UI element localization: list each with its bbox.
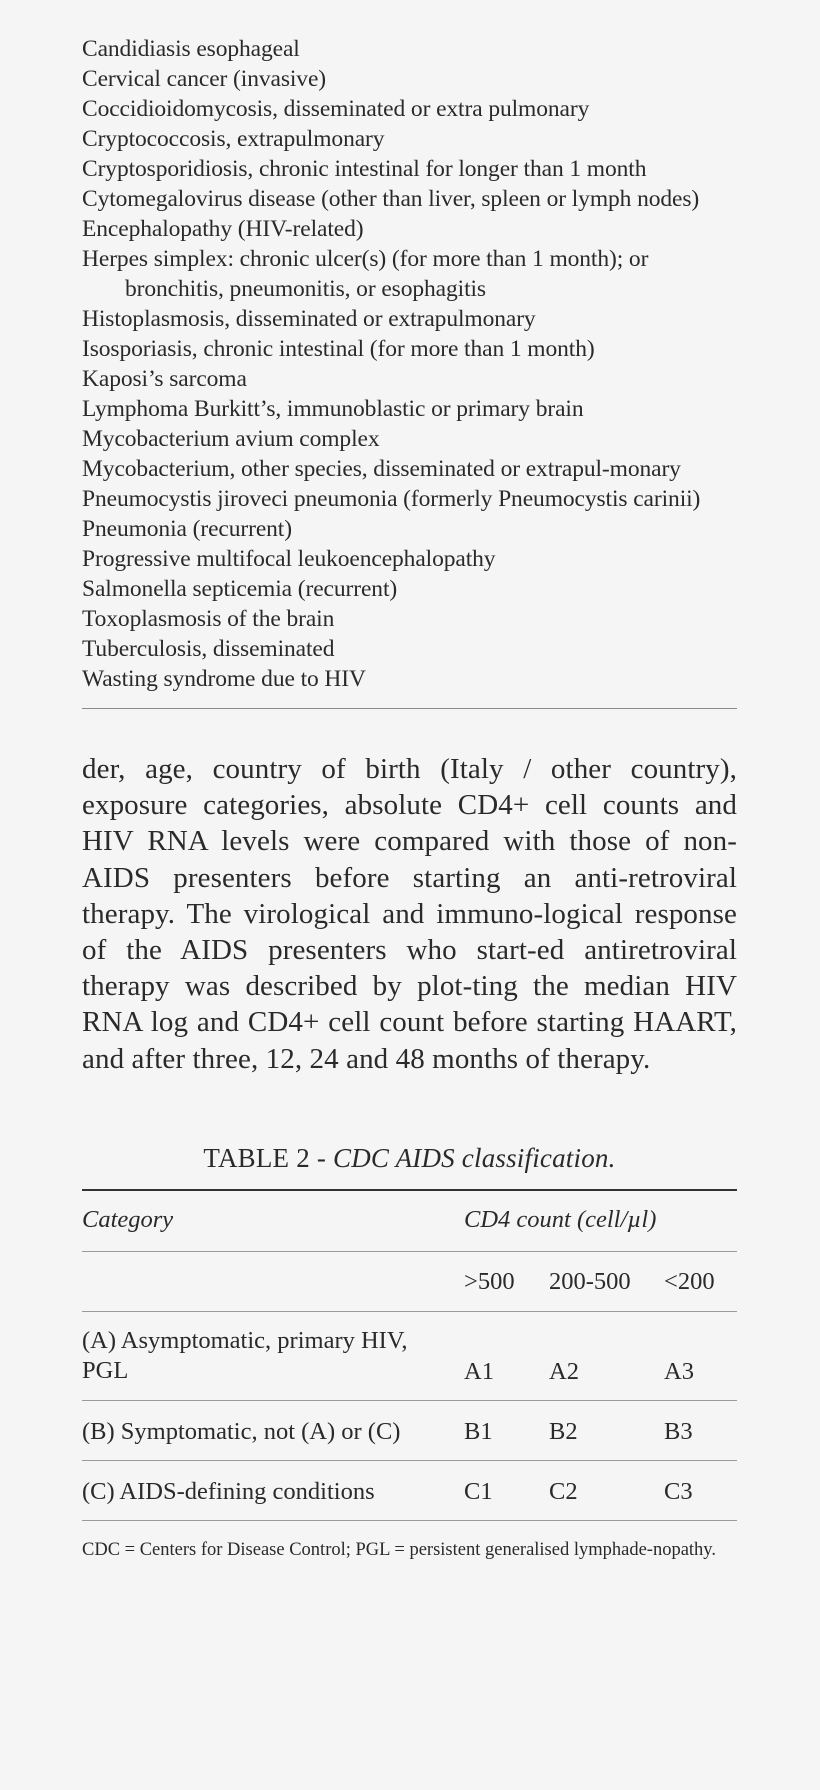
list-item: Encephalopathy (HIV-related): [82, 216, 364, 242]
list-item: Cryptosporidiosis, chronic intestinal for longer than 1 month: [82, 156, 647, 182]
body-paragraph: der, age, country of birth (Italy / other country), exposure categories, absolute CD4+ cell counts and HIV RNA levels were compared with those of non-AIDS presenters before starting an anti-retroviral therapy. The virological and immuno-logical response of the AIDS presenters who start-ed antiretroviral therapy was described by plot-ting the median HIV RNA log and CD4+ cell count before starting HAART, and after three, 12, 24 and 48 months of therapy.: [82, 753, 737, 1075]
subheader-cd4-mid: 200-500: [549, 1267, 631, 1295]
list-item: Cervical cancer (invasive): [82, 66, 327, 92]
table-row: [82, 1312, 737, 1401]
list-item: Kaposi’s sarcoma: [82, 366, 247, 392]
list-item: Progressive multifocal leukoencephalopathy: [82, 546, 496, 572]
table-caption-title: CDC AIDS classification.: [333, 1142, 616, 1173]
list-item: Cytomegalovirus disease (other than liver, spleen or lymph nodes): [82, 186, 700, 212]
subheader-cd4-low: <200: [664, 1267, 715, 1295]
aids-defining-conditions-list: [82, 34, 737, 694]
table-caption-label: TABLE 2 -: [203, 1142, 333, 1173]
list-item: Herpes simplex: chronic ulcer(s) (for more than 1 month); or bronchitis, pneumonitis, or esophagitis: [82, 246, 649, 302]
row-value: C2: [549, 1477, 578, 1505]
list-item: Histoplasmosis, disseminated or extrapulmonary: [82, 306, 536, 332]
list-item: Lymphoma Burkitt’s, immunoblastic or primary brain: [82, 396, 584, 422]
table-row: [82, 1401, 737, 1461]
header-category: Category: [82, 1205, 174, 1233]
row-value: C1: [464, 1477, 493, 1505]
table-header-row: [82, 1189, 737, 1252]
subheader-cd4-high: >500: [464, 1267, 515, 1295]
list-item: Wasting syndrome due to HIV: [82, 666, 366, 692]
cdc-classification-table: [82, 1189, 737, 1521]
row-value: A3: [664, 1357, 694, 1385]
table-bottom-rule: [82, 708, 737, 709]
table-footnote: CDC = Centers for Disease Control; PGL = persistent generalised lymphade-nopathy.: [82, 1539, 716, 1560]
row-value: A1: [464, 1357, 494, 1385]
list-item: Mycobacterium, other species, disseminated or extrapul-monary: [82, 456, 681, 482]
list-item: Pneumonia (recurrent): [82, 516, 292, 542]
content-column: [82, 34, 737, 1564]
row-category: (A) Asymptomatic, primary HIV, PGL: [82, 1326, 408, 1384]
row-category: (B) Symptomatic, not (A) or (C): [82, 1417, 401, 1445]
list-item: Pneumocystis jiroveci pneumonia (formerly Pneumocystis carinii): [82, 486, 701, 512]
row-value: A2: [549, 1357, 579, 1385]
row-value: B2: [549, 1417, 578, 1445]
list-item: Mycobacterium avium complex: [82, 426, 380, 452]
table-subheader-row: [82, 1252, 737, 1312]
list-item: Coccidioidomycosis, disseminated or extra pulmonary: [82, 96, 590, 122]
row-category: (C) AIDS-defining conditions: [82, 1477, 375, 1505]
list-item: Isosporiasis, chronic intestinal (for more than 1 month): [82, 336, 595, 362]
table-row: [82, 1461, 737, 1521]
header-cd4-count: CD4 count (cell/µl): [464, 1205, 657, 1233]
list-item: Salmonella septicemia (recurrent): [82, 576, 398, 602]
list-item: Toxoplasmosis of the brain: [82, 606, 335, 632]
row-value: C3: [664, 1477, 693, 1505]
list-item: Candidiasis esophageal: [82, 36, 300, 62]
row-value: B1: [464, 1417, 493, 1445]
row-value: B3: [664, 1417, 693, 1445]
list-item: Tuberculosis, disseminated: [82, 636, 335, 662]
table-caption: [82, 1141, 737, 1175]
list-item: Cryptococcosis, extrapulmonary: [82, 126, 385, 152]
